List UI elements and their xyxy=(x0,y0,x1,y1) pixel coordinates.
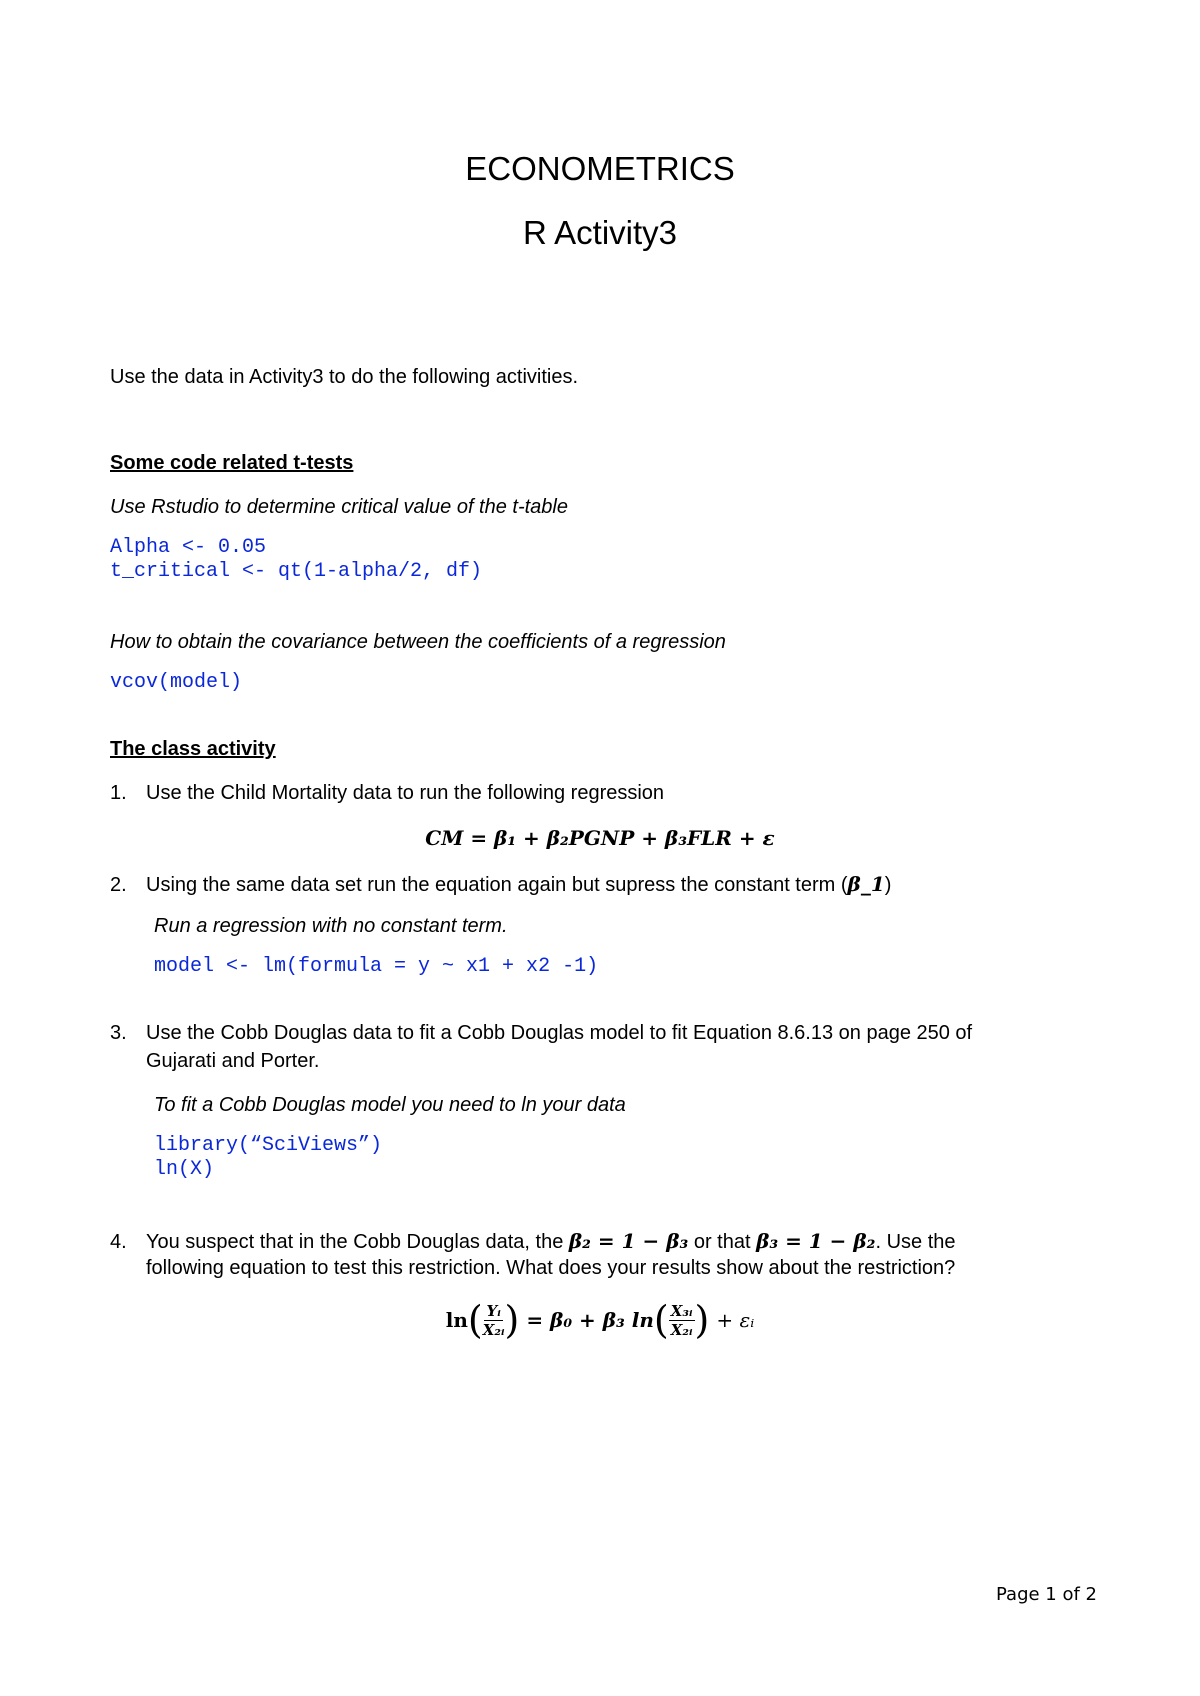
inline-math-restriction-a: β₂ = 1 − β₃ xyxy=(568,1229,689,1253)
document-title: ECONOMETRICS xyxy=(465,150,735,187)
eq-ln: ln xyxy=(445,1308,468,1332)
intro-text: Use the data in Activity3 to do the following activities. xyxy=(110,366,579,388)
list-item-text: Using the same data set run the equation again but supress the constant term ( xyxy=(146,874,848,896)
list-item-text: You suspect that in the Cobb Douglas data, the xyxy=(146,1231,569,1253)
code-vcov: vcov(model) xyxy=(110,671,243,694)
item2-note: Run a regression with no constant term. xyxy=(154,915,508,937)
list-item-text: Use the Cobb Douglas data to fit a Cobb Douglas model to fit Equation 8.6.13 on page 250 of xyxy=(146,1022,973,1044)
code-alpha: Alpha <- 0.05 xyxy=(110,536,267,559)
list-item-text-end: ) xyxy=(884,874,892,896)
list-item-2 xyxy=(110,872,891,897)
list-item-number: 3. xyxy=(110,1022,127,1044)
list-item-4 xyxy=(110,1229,956,1254)
list-item-3 xyxy=(110,1022,972,1045)
code-t-critical: t_critical <- qt(1-alpha/2, df) xyxy=(110,560,483,583)
ttests-heading: Some code related t-tests xyxy=(110,452,354,474)
list-item-number: 4. xyxy=(110,1231,127,1253)
inline-math-restriction-b: β₃ = 1 − β₂ xyxy=(756,1229,876,1253)
equation-child-mortality: CM = β₁ + β₂PGNP + β₃FLR + ε xyxy=(425,826,775,850)
document-subtitle: R Activity3 xyxy=(522,214,678,251)
eq-denominator-1: X₂ᵢ xyxy=(482,1320,505,1339)
list-item-1 xyxy=(110,782,664,805)
list-item-3-line2: Gujarati and Porter. xyxy=(146,1050,320,1072)
page-number: Page 1 of 2 xyxy=(996,1584,1097,1605)
equation-cobb-douglas-restricted: ln( $\frac{\text{Yᵢ}}{\text{X₂ᵢ}}$ ) = β₀ + β₃ ln( $\frac{\text{X₃ᵢ}}{\text{X₂ᵢ}}$ ) + εᵢ xyxy=(445,1298,755,1342)
code-ln: ln(X) xyxy=(154,1158,215,1181)
eq-numerator-1: Yᵢ xyxy=(486,1301,501,1320)
ttests-instruction: Use Rstudio to determine critical value of the t-table xyxy=(110,496,568,518)
code-lm-model: model <- lm(formula = y ~ x1 + x2 -1) xyxy=(154,955,599,978)
list-item-text: or that xyxy=(688,1231,757,1253)
eq-end: + εᵢ xyxy=(716,1308,755,1332)
code-library: library(“SciViews”) xyxy=(154,1134,383,1157)
eq-middle: = β₀ + β₃ ln xyxy=(526,1308,654,1332)
eq-denominator-2: X₂ᵢ xyxy=(670,1320,693,1339)
list-item-text: Use the Child Mortality data to run the following regression xyxy=(146,782,665,804)
item3-note: To fit a Cobb Douglas model you need to ln your data xyxy=(154,1094,626,1116)
list-item-4-line2: following equation to test this restriction. What does your results show about the restriction? xyxy=(146,1257,956,1279)
class-activity-heading: The class activity xyxy=(110,738,276,760)
inline-math-beta1: β_1 xyxy=(847,872,885,896)
list-item-number: 1. xyxy=(110,782,127,804)
cov-instruction: How to obtain the covariance between the coefficients of a regression xyxy=(110,631,726,653)
list-item-number: 2. xyxy=(110,874,127,896)
list-item-text: . Use the xyxy=(875,1231,956,1253)
eq-numerator-2: X₃ᵢ xyxy=(670,1301,693,1320)
